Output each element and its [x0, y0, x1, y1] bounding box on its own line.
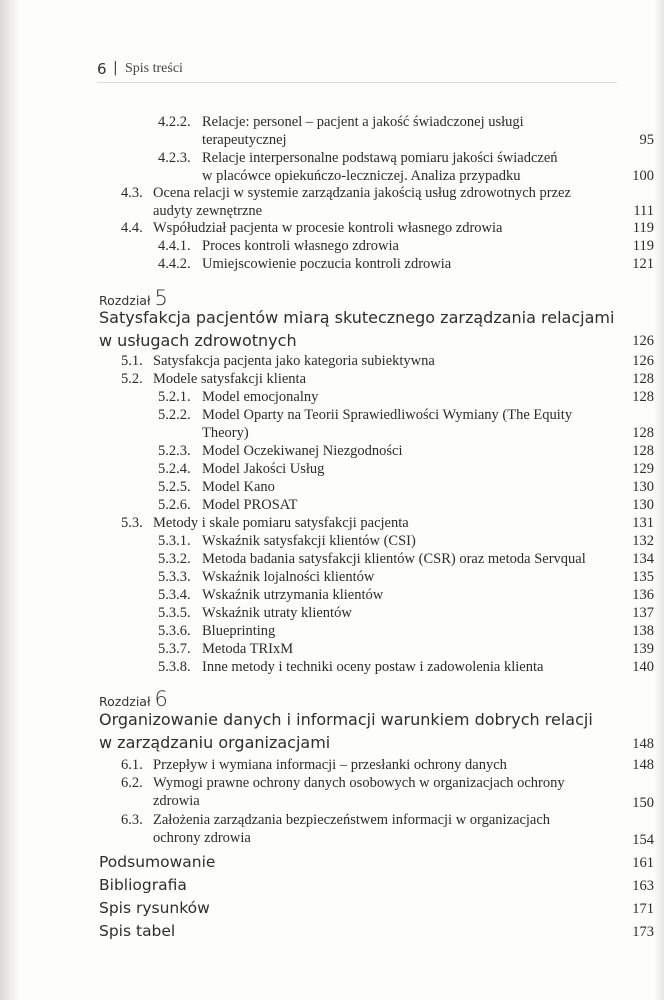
entry-title: Wskaźnik utrzymania klientów [202, 587, 384, 603]
back-matter-page: 161 [632, 855, 654, 871]
back-matter-page: 173 [632, 924, 654, 940]
entry-page: 130 [632, 497, 654, 513]
entry-page: 129 [632, 461, 654, 477]
entry-number: 5.3.5. [158, 605, 191, 621]
entry-page: 126 [632, 353, 654, 369]
entry-number: 5.3.4. [158, 587, 191, 603]
entry-number: 5.2.1. [158, 389, 191, 405]
entry-title: Model Kano [202, 479, 275, 495]
entry-title: Założenia zarządzania bezpieczeństwem informacji w organizacjach [153, 812, 551, 828]
entry-page: 128 [632, 389, 654, 405]
entry-number: 5.2.5. [158, 479, 191, 495]
entry-page: 119 [632, 238, 654, 254]
chapter-6-page: 148 [632, 736, 654, 752]
entry-page: 95 [639, 132, 654, 148]
chapter-title-line: Organizowanie danych i informacji warunkiem dobrych relacji [99, 710, 593, 729]
back-matter-podsumowanie: Podsumowanie [99, 853, 216, 871]
chapter-5-title [99, 306, 614, 352]
entry-title: Metoda TRIxM [202, 641, 294, 657]
entry-page: 121 [632, 256, 654, 272]
entry-title: Model Oparty na Teorii Sprawiedliwości Wymiany (The Equity [202, 407, 573, 423]
entry-number: 5.3. [121, 515, 143, 531]
entry-number: 5.3.6. [158, 623, 191, 639]
entry-number: 6.3. [121, 812, 143, 828]
entry-number: 5.3.8. [158, 659, 191, 675]
entry-number: 5.2.3. [158, 443, 191, 459]
chapter-label-text: Rozdział [99, 694, 151, 709]
entry-page: 136 [632, 587, 654, 603]
entry-title: Model Jakości Usług [202, 461, 325, 477]
entry-page: 131 [632, 515, 654, 531]
entry-title-cont: w placówce opiekuńczo-leczniczej. Analiza przypadku [202, 168, 521, 184]
header-separator: | [113, 60, 118, 76]
chapter-label-text: Rozdział [99, 293, 151, 308]
entry-number: 6.1. [121, 757, 143, 773]
entry-page: 148 [632, 757, 654, 773]
entry-page: 132 [632, 533, 654, 549]
entry-title: Model Oczekiwanej Niezgodności [202, 443, 403, 459]
entry-number: 5.3.7. [158, 641, 191, 657]
entry-page: 100 [632, 168, 654, 184]
header-page-number: 6 [97, 60, 107, 78]
chapter-6-title [99, 708, 593, 754]
entry-title: Model PROSAT [202, 497, 298, 513]
entry-title-cont: Theory) [202, 425, 249, 441]
entry-page: 128 [632, 443, 654, 459]
entry-page: 130 [632, 479, 654, 495]
entry-page: 137 [632, 605, 654, 621]
entry-title: Ocena relacji w systemie zarządzania jakością usług zdrowotnych przez [153, 185, 571, 201]
entry-title: Współudział pacjenta w procesie kontroli własnego zdrowia [153, 220, 503, 236]
entry-number: 5.3.1. [158, 533, 191, 549]
running-header [97, 60, 617, 83]
entry-number: 4.4. [121, 220, 143, 236]
entry-title: Model emocjonalny [202, 389, 319, 405]
entry-number: 5.2. [121, 371, 143, 387]
back-matter-page: 163 [632, 878, 654, 894]
entry-page: 140 [632, 659, 654, 675]
entry-page: 119 [632, 220, 654, 236]
entry-title: Metody i skale pomiaru satysfakcji pacjenta [153, 515, 409, 531]
entry-number: 4.4.1. [158, 238, 191, 254]
entry-title-cont: ochrony zdrowia [153, 830, 251, 846]
entry-title-cont: zdrowia [153, 793, 200, 809]
entry-number: 5.3.2. [158, 551, 191, 567]
entry-title: Przepływ i wymiana informacji – przesłanki ochrony danych [153, 757, 507, 773]
chapter-title-line: w usługach zdrowotnych [99, 331, 297, 350]
entry-number: 5.2.6. [158, 497, 191, 513]
entry-page: 139 [632, 641, 654, 657]
entry-title-cont: terapeutycznej [202, 132, 287, 148]
chapter-title-line: w zarządzaniu organizacjami [99, 733, 331, 752]
entry-number: 5.2.2. [158, 407, 191, 423]
page-left-edge-shadow [0, 0, 18, 1000]
entry-number: 5.1. [121, 353, 143, 369]
header-title: Spis treści [125, 61, 183, 76]
chapter-number: 5 [154, 286, 168, 310]
back-matter-spis-tabel: Spis tabel [99, 922, 176, 940]
entry-page: 135 [632, 569, 654, 585]
chapter-number: 6 [154, 687, 168, 711]
entry-title: Umiejscowienie poczucia kontroli zdrowia [202, 256, 452, 272]
entry-page: 150 [632, 795, 654, 811]
back-matter-spis-rysunkow: Spis rysunków [99, 899, 210, 917]
entry-title: Wskaźnik lojalności klientów [202, 569, 375, 585]
back-matter-bibliografia: Bibliografia [99, 876, 187, 894]
entry-title: Wskaźnik satysfakcji klientów (CSI) [202, 533, 416, 549]
entry-title: Modele satysfakcji klienta [153, 371, 307, 387]
entry-title: Wymogi prawne ochrony danych osobowych w organizacjach ochrony [153, 775, 565, 791]
entry-title: Metoda badania satysfakcji klientów (CSR) oraz metoda Servqual [202, 551, 586, 567]
entry-number: 6.2. [121, 775, 143, 791]
back-matter-page: 171 [632, 901, 654, 917]
entry-number: 4.2.3. [158, 150, 191, 166]
entry-number: 5.3.3. [158, 569, 191, 585]
entry-page: 138 [632, 623, 654, 639]
entry-page: 128 [632, 425, 654, 441]
chapter-title-line: Satysfakcja pacjentów miarą skutecznego zarządzania relacjami [99, 308, 615, 327]
entry-title: Proces kontroli własnego zdrowia [202, 238, 399, 254]
entry-page: 111 [633, 203, 654, 219]
entry-title-cont: audyty zewnętrzne [153, 203, 263, 219]
entry-page: 154 [632, 832, 654, 848]
entry-title: Blueprinting [202, 623, 276, 639]
entry-title: Satysfakcja pacjenta jako kategoria subiektywna [153, 353, 435, 369]
entry-number: 4.3. [121, 185, 143, 201]
entry-number: 5.2.4. [158, 461, 191, 477]
chapter-5-page: 126 [632, 333, 654, 349]
entry-title: Inne metody i techniki oceny postaw i zadowolenia klienta [202, 659, 544, 675]
entry-page: 128 [632, 371, 654, 387]
entry-title: Relacje: personel – pacjent a jakość świadczonej usługi [202, 114, 524, 130]
entry-number: 4.4.2. [158, 256, 191, 272]
entry-title: Wskaźnik utraty klientów [202, 605, 352, 621]
entry-number: 4.2.2. [158, 114, 191, 130]
entry-page: 134 [632, 551, 654, 567]
entry-title: Relacje interpersonalne podstawą pomiaru jakości świadczeń [202, 150, 558, 166]
page-right-edge-shadow [654, 0, 664, 1000]
